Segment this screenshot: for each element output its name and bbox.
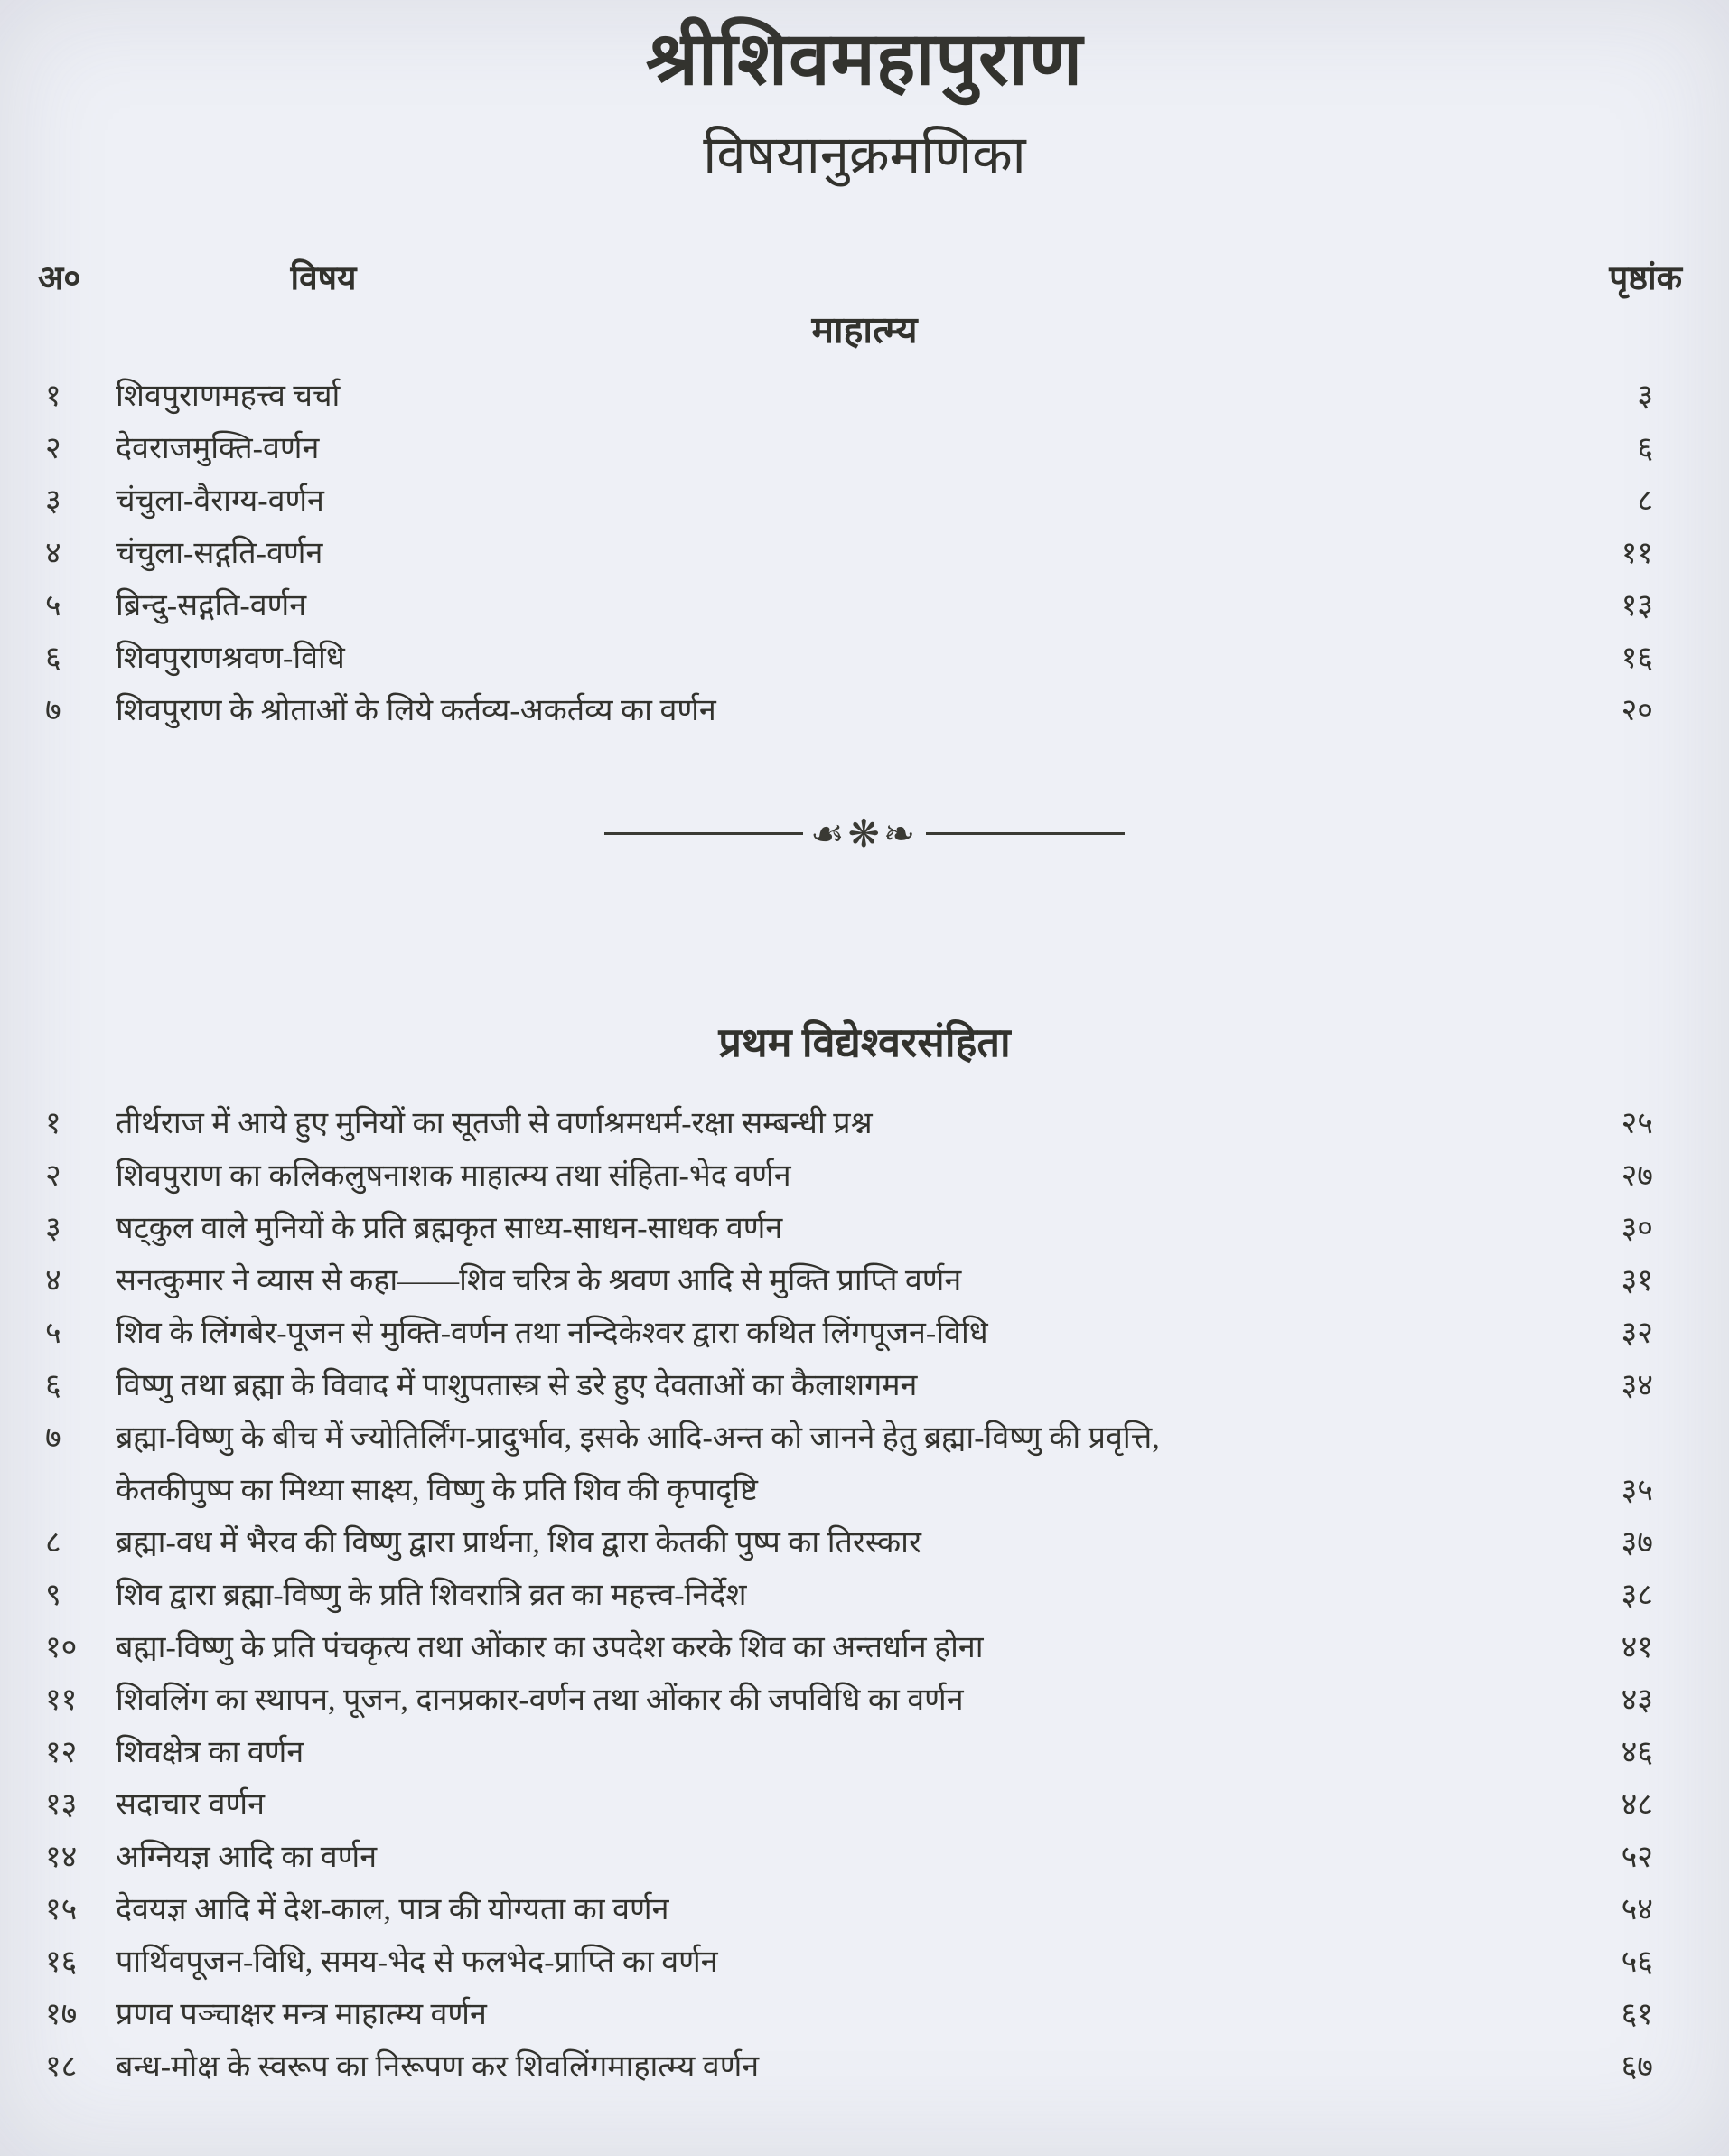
page-number: २५: [1621, 1107, 1653, 1141]
page-number: २७: [1621, 1159, 1653, 1194]
page-number: ४८: [1621, 1788, 1653, 1823]
toc-row: [0, 1884, 1729, 1936]
page-number: ८: [1637, 483, 1653, 518]
toc-row: [0, 1517, 1729, 1570]
toc-row: [0, 1098, 1729, 1150]
page-number: ५६: [1621, 1945, 1653, 1980]
page-number: ३५: [1621, 1474, 1653, 1508]
chapter-number: ३: [45, 483, 61, 518]
page-title: विषयानुक्रमणिका: [703, 125, 1026, 184]
chapter-number: १५: [45, 1893, 78, 1927]
chapter-number: १०: [45, 1631, 78, 1665]
toc-row: [0, 580, 1729, 633]
chapter-number: ४: [45, 1264, 61, 1298]
chapter-title: शिव द्वारा ब्रह्मा-विष्णु के प्रति शिवरात्रि व्रत का महत्त्व-निर्देश: [116, 1579, 747, 1613]
toc-list: [0, 1098, 1729, 2094]
chapter-number: १८: [45, 2050, 78, 2085]
chapter-number: १: [45, 379, 61, 413]
chapter-number: १३: [45, 1788, 78, 1823]
page-number: ३: [1637, 379, 1653, 413]
chapter-number: ११: [45, 1683, 78, 1718]
chapter-number: १६: [45, 1945, 78, 1980]
divider-rule-left: [604, 832, 803, 835]
chapter-title: पार्थिवपूजन-विधि, समय-भेद से फलभेद-प्राप्ति का वर्णन: [116, 1945, 718, 1980]
section-mahatmya: [0, 310, 1729, 737]
toc-row: [0, 1255, 1729, 1308]
chapter-title: बह्मा-विष्णु के प्रति पंचकृत्य तथा ओंकार का उपदेश करके शिव का अन्तर्धान होना: [116, 1631, 984, 1665]
chapter-title: देवयज्ञ आदि में देश-काल, पात्र की योग्यता का वर्णन: [116, 1893, 669, 1927]
chapter-title: शिवपुराणमहत्त्व चर्चा: [116, 379, 341, 413]
chapter-title: शिवपुराणश्रवण-विधि: [116, 641, 345, 675]
chapter-title: ब्रह्मा-विष्णु के बीच में ज्योतिर्लिंग-प्रादुर्भाव, इसके आदि-अन्त को जानने हेतु ब्रह्मा-विष्णु की प्रवृत्ति, केतकीपुष्प का मिथ्या साक्ष्य, विष्णु के प्रति शिव की कृपादृष्टि: [116, 1421, 1160, 1508]
column-header-subject: विषय: [290, 259, 357, 297]
chapter-title: देवराजमुक्ति-वर्णन: [116, 431, 320, 465]
section-vidyeshwar-samhita: [0, 1021, 1729, 2095]
page-number: ३१: [1621, 1264, 1653, 1298]
page-number: ४६: [1621, 1736, 1653, 1770]
page-number: ५४: [1621, 1893, 1653, 1927]
toc-row: [0, 2041, 1729, 2094]
chapter-number: १४: [45, 1841, 78, 1875]
toc-row: [0, 685, 1729, 737]
page-number: ४१: [1621, 1631, 1653, 1665]
toc-row: [0, 1989, 1729, 2041]
book-title: श्रीशिवमहापुराण: [645, 18, 1084, 100]
chapter-number: १: [45, 1107, 61, 1141]
chapter-title: ब्रह्मा-वध में भैरव की विष्णु द्वारा प्रार्थना, शिव द्वारा केतकी पुष्प का तिरस्कार: [116, 1526, 921, 1561]
chapter-number: १२: [45, 1736, 78, 1770]
toc-row: [0, 1203, 1729, 1255]
chapter-title: सदाचार वर्णन: [116, 1788, 266, 1823]
page-number: ३७: [1621, 1526, 1653, 1561]
toc-row: [0, 1570, 1729, 1622]
chapter-number: ७: [45, 1421, 61, 1456]
chapter-number: ५: [45, 1317, 61, 1351]
chapter-title: विष्णु तथा ब्रह्मा के विवाद में पाशुपतास्त्र से डरे हुए देवताओं का कैलाशगमन: [116, 1369, 918, 1403]
chapter-title: तीर्थराज में आये हुए मुनियों का सूतजी से वर्णाश्रमधर्म-रक्षा सम्बन्धी प्रश्न: [116, 1107, 873, 1141]
chapter-title: चंचुला-वैराग्य-वर्णन: [116, 483, 324, 518]
chapter-number: ७: [45, 693, 61, 727]
toc-row: [0, 1622, 1729, 1674]
chapter-title: शिवक्षेत्र का वर्णन: [116, 1736, 304, 1770]
toc-row: [0, 1412, 1729, 1517]
page-number: ५२: [1621, 1841, 1653, 1875]
toc-row: [0, 475, 1729, 528]
chapter-number: ४: [45, 536, 61, 570]
toc-row: [0, 423, 1729, 475]
page-number: ३२: [1621, 1317, 1653, 1351]
toc-row: [0, 528, 1729, 580]
toc-row: [0, 1727, 1729, 1779]
chapter-number: ३: [45, 1212, 61, 1246]
page-number: ११: [1621, 536, 1653, 570]
page-number: ३४: [1621, 1369, 1653, 1403]
chapter-number: ६: [45, 1369, 61, 1403]
chapter-title: चंचुला-सद्गति-वर्णन: [116, 536, 323, 570]
toc-row: [0, 633, 1729, 685]
chapter-title: सनत्कुमार ने व्यास से कहा——शिव चरित्र के श्रवण आदि से मुक्ति प्राप्ति वर्णन: [116, 1264, 962, 1298]
table-header: [0, 253, 1729, 299]
toc-row: [0, 1832, 1729, 1884]
chapter-title: बन्ध-मोक्ष के स्वरूप का निरूपण कर शिवलिंगमाहात्म्य वर्णन: [116, 2050, 760, 2085]
chapter-number: २: [45, 431, 61, 465]
chapter-title: षट्कुल वाले मुनियों के प्रति ब्रह्मकृत साध्य-साधन-साधक वर्णन: [116, 1212, 783, 1246]
chapter-title: शिव के लिंगबेर-पूजन से मुक्ति-वर्णन तथा नन्दिकेश्वर द्वारा कथित लिंगपूजन-विधि: [116, 1317, 988, 1351]
divider-rule-right: [926, 832, 1125, 835]
toc-row: [0, 1150, 1729, 1203]
toc-row: [0, 1936, 1729, 1989]
toc-row: [0, 370, 1729, 423]
page-number: १३: [1621, 588, 1653, 623]
chapter-title: शिवपुराण का कलिकलुषनाशक माहात्म्य तथा संहिता-भेद वर्णन: [116, 1159, 791, 1194]
page-number: ३८: [1621, 1579, 1653, 1613]
page-number: ३०: [1621, 1212, 1653, 1246]
chapter-number: २: [45, 1159, 61, 1194]
page-number: ४३: [1621, 1683, 1653, 1718]
column-header-number: अ०: [38, 259, 81, 297]
column-header-page: पृष्ठांक: [1609, 259, 1682, 297]
toc-row: [0, 1308, 1729, 1360]
page-number: ६७: [1621, 2050, 1653, 2085]
section-heading: माहात्म्य: [811, 308, 918, 351]
chapter-number: १७: [45, 1998, 78, 2032]
chapter-number: ६: [45, 641, 61, 675]
chapter-number: ९: [45, 1579, 61, 1613]
chapter-title: अग्नियज्ञ आदि का वर्णन: [116, 1841, 378, 1875]
chapter-title: शिवलिंग का स्थापन, पूजन, दानप्रकार-वर्णन तथा ओंकार की जपविधि का वर्णन: [116, 1683, 964, 1718]
chapter-number: ८: [45, 1526, 61, 1561]
ornamental-divider: [0, 811, 1729, 856]
section-heading: प्रथम विद्येश्वरसंहिता: [718, 1019, 1011, 1065]
chapter-title: प्रणव पञ्चाक्षर मन्त्र माहात्म्य वर्णन: [116, 1998, 487, 2032]
page-number: ६१: [1621, 1998, 1653, 2032]
page-number: १६: [1621, 641, 1653, 675]
toc-row: [0, 1674, 1729, 1727]
toc-row: [0, 1779, 1729, 1832]
chapter-number: ५: [45, 588, 61, 623]
toc-row: [0, 1360, 1729, 1412]
page-number: २०: [1621, 693, 1653, 727]
toc-list: [0, 370, 1729, 737]
chapter-title: ब्रिन्दु-सद्गति-वर्णन: [116, 588, 307, 623]
chapter-title: शिवपुराण के श्रोताओं के लिये कर्तव्य-अकर्तव्य का वर्णन: [116, 693, 716, 727]
fleuron-ornament-icon: ☙❋❧: [809, 811, 920, 856]
page-number: ६: [1637, 431, 1653, 465]
